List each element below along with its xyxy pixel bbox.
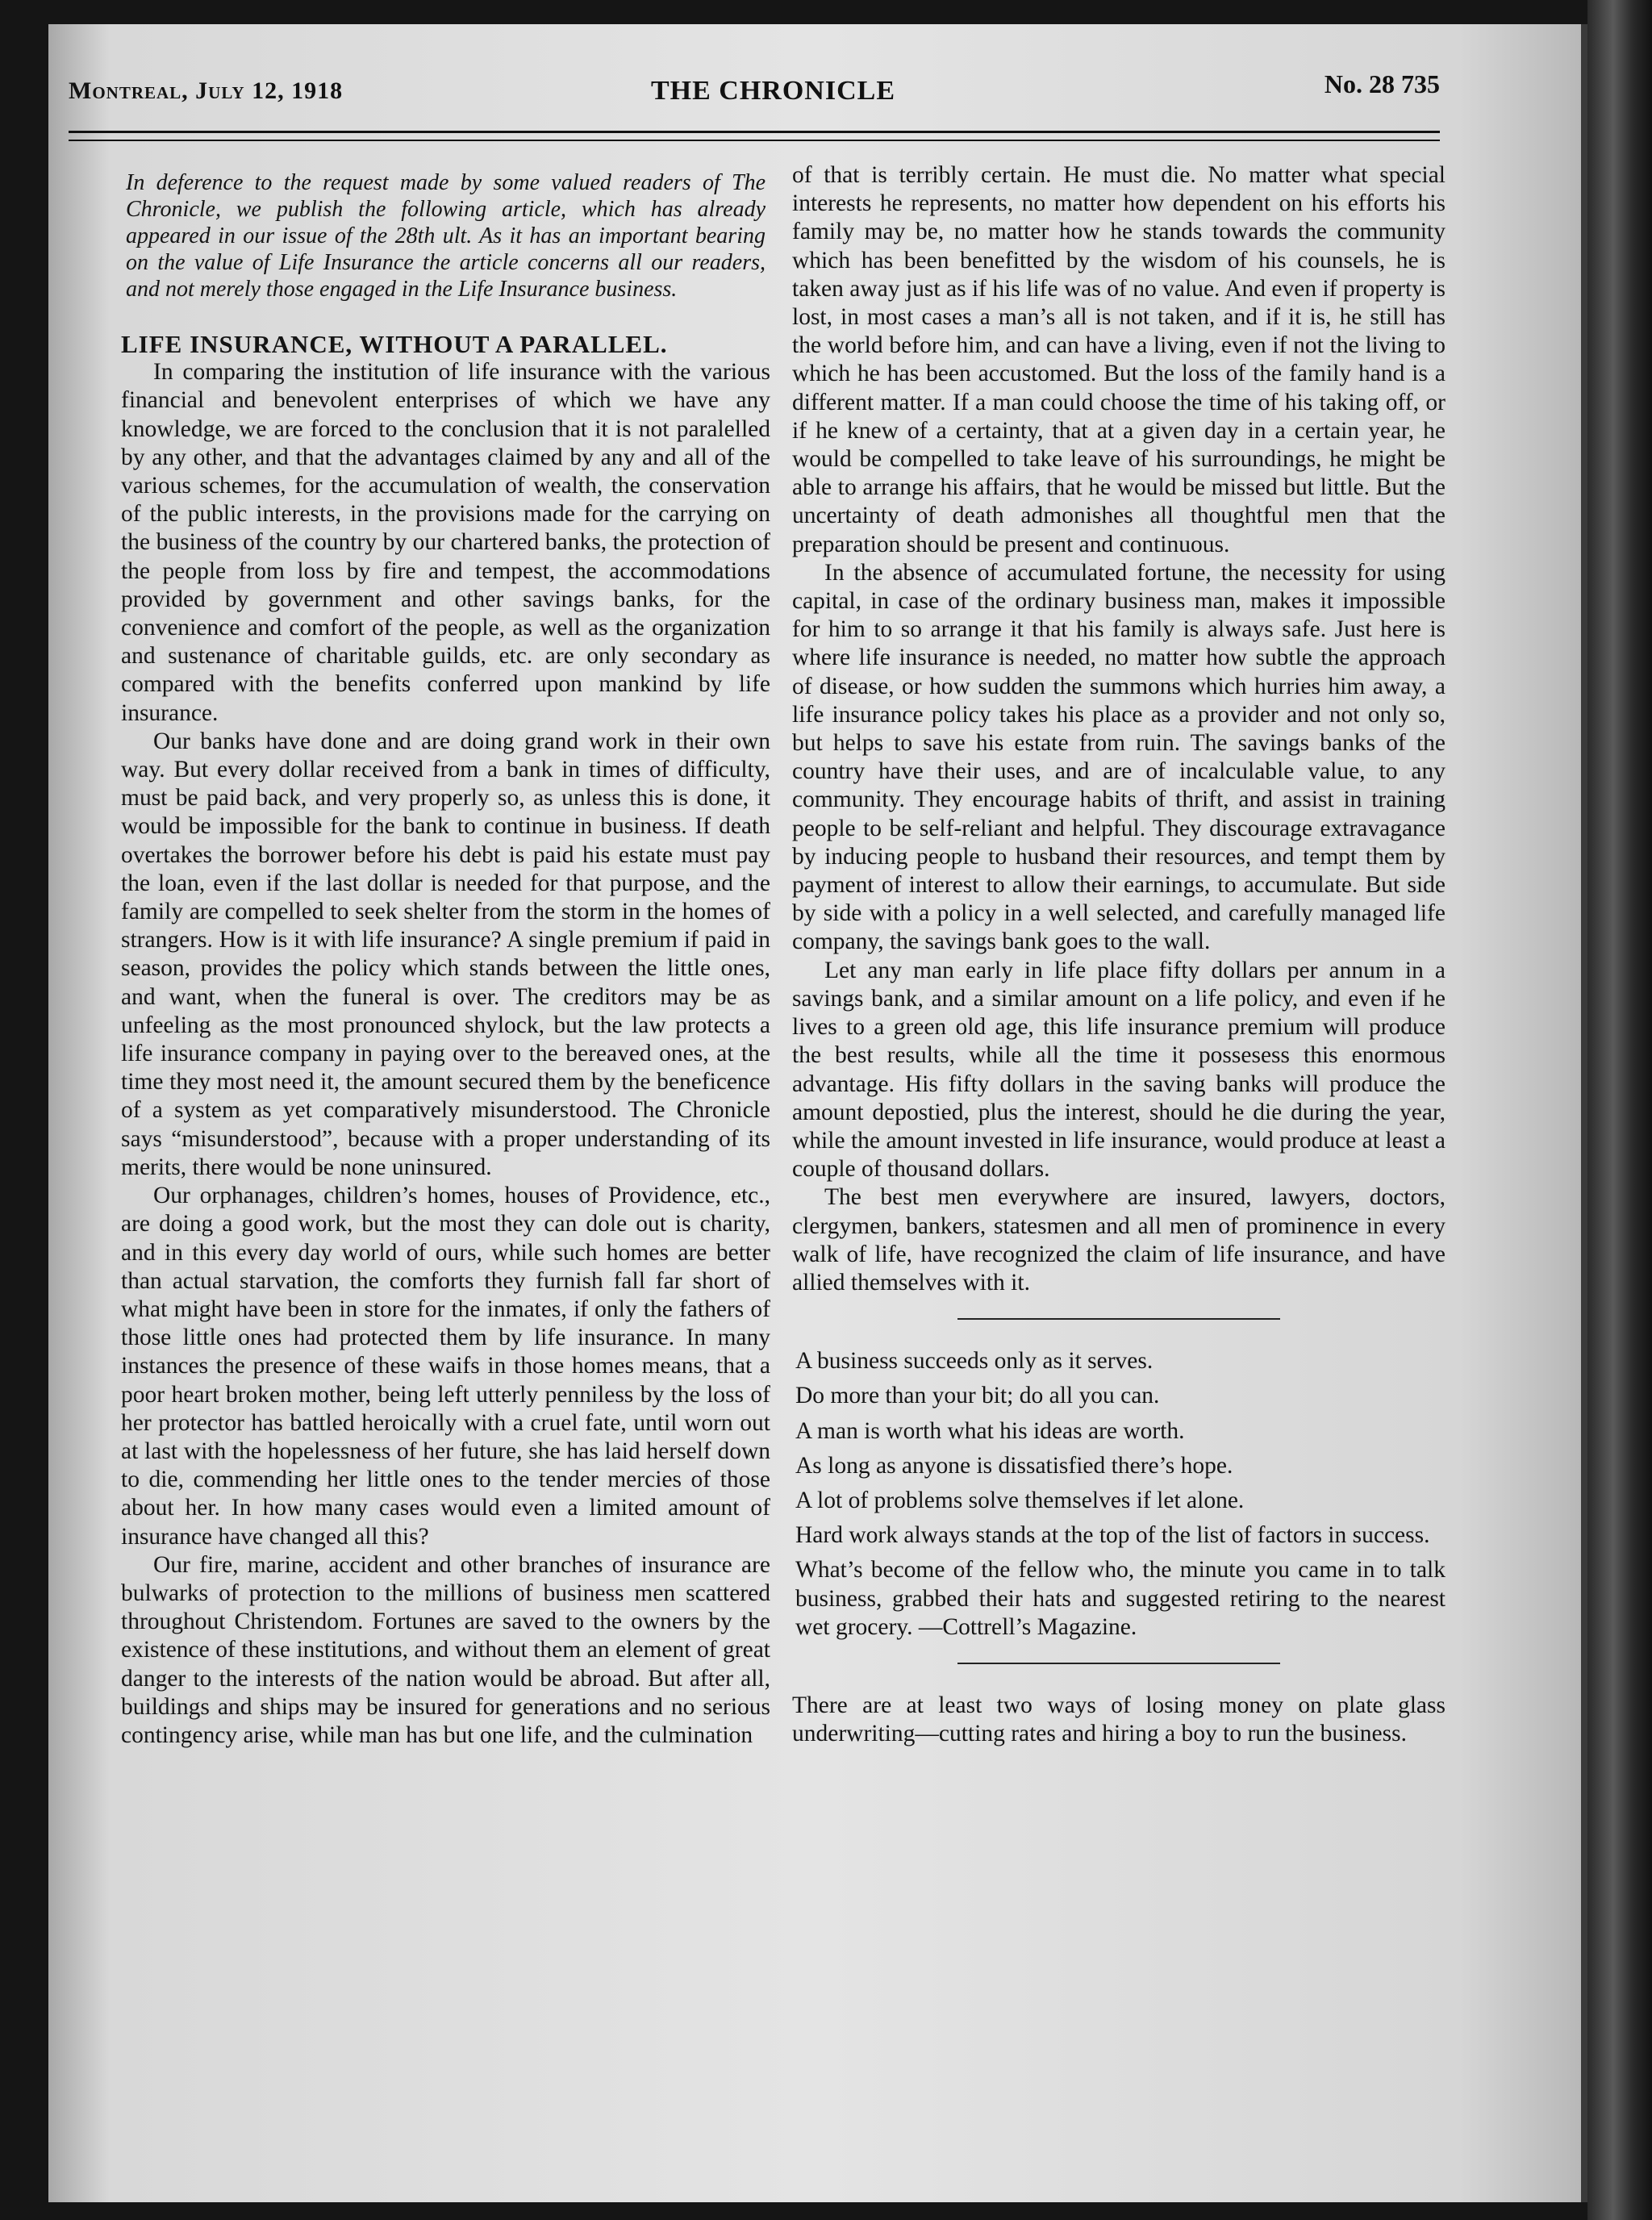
header-dateline: Montreal, July 12, 1918 xyxy=(69,77,344,104)
editor-note: In deference to the request made by some valued readers of The Chronicle, we publish the following article, which has already appeared in our issue of the 28th ult. As it has an important bearing on the value of Life Insurance the article concerns all our readers, and not merely those engaged in the Life Insurance business. xyxy=(126,170,766,302)
saying: Hard work always stands at the top of the list of factors in success. xyxy=(795,1522,1430,1549)
sayings-list xyxy=(792,1347,1446,1642)
article-headline: LIFE INSURANCE, WITHOUT A PARALLEL. xyxy=(121,330,668,358)
article-paragraph: The best men everywhere are insured, lawyers, doctors, clergymen, bankers, statesmen and all men of prominence in every walk of life, have recognized the claim of life insurance, and have allied themselves with it. xyxy=(792,1184,1446,1296)
saying: Do more than your bit; do all you can. xyxy=(795,1383,1160,1409)
header-rule xyxy=(69,131,1440,141)
saying: A man is worth what his ideas are worth. xyxy=(795,1417,1185,1444)
article-paragraph: of that is terribly certain. He must die. No matter what special interests he represents, no matter how dependent on his efforts his family may be, no matter how he stands towards the community which has been benefitted by the wisdom of his counsels, he is taken away just as if his life was of no value. And even if property is lost, in most cases a man’s all is not taken, and if it is, he still has the world before him, and can have a living, even if not the living to which he has been accustomed. But the loss of the family hand is a different matter. If a man could choose the time of his taking off, or if he knew of a certainty, that at a given day in a certain year, he would be compelled to take leave of his surroundings, he might be able to arrange his affairs, that he would be missed but little. But the uncertainty of death admonishes all thoughtful men that the preparation should be present and continuous. xyxy=(792,162,1446,557)
article-paragraph: In the absence of accumulated fortune, the necessity for using capital, in case of the ordinary business man, makes it impossible for him to so arrange it that his family is always safe. Just here is where life insurance is needed, no matter how subtle the approach of disease, or how sudden the summons which hurries him away, a life insurance policy takes his place as a provider and not only so, but helps to save his estate from ruin. The savings banks of the country have their uses, and are of incalculable value, to any community. They encourage habits of thrift, and assist in training people to be self-reliant and helpful. They discourage extravagance by inducing people to husband their resources, and tempt them by payment of interest to allow their earnings, to accumulate. But side by side with a policy in a well selected, and carefully managed life company, the savings bank goes to the wall. xyxy=(792,559,1446,955)
article-paragraph: Our banks have done and are doing grand work in their own way. But every dollar received from a bank in times of difficulty, must be paid back, and very properly so, as unless this is done, it would be impossible for the bank to continue in business. If death overtakes the borrower before his debt is paid his estate must pay the loan, even if the last dollar is needed for that purpose, and the family are compelled to seek shelter from the storm in the homes of strangers. How is it with life insurance? A single premium if paid in season, provides the policy which stands between the little ones, and want, when the funeral is over. The creditors may be as unfeeling as the most pronounced shylock, but the law protects a life insurance company in paying over to the bereaved ones, at the time they most need it, the amount secured them by the beneficence of a system as yet comparatively misunderstood. The Chronicle says “misunderstood”, because with a proper understanding of its merits, there would be none uninsured. xyxy=(121,728,770,1180)
right-column xyxy=(792,161,1446,1748)
closing-note: There are at least two ways of losing money on plate glass underwriting—cutting rates and hiring a boy to run the business. xyxy=(792,1692,1446,1747)
running-header xyxy=(69,63,1440,119)
section-divider xyxy=(957,1663,1280,1664)
page-number: No. 28 735 xyxy=(1324,69,1440,98)
left-column xyxy=(121,161,770,1750)
publication-title: THE CHRONICLE xyxy=(651,76,895,106)
article-paragraph: Our fire, marine, accident and other branches of insurance are bulwarks of protection to the millions of business men scattered throughout Christendom. Fortunes are saved to the owners by the existence of these institutions, and without them an element of great danger to the interests of the nation would be abroad. But after all, buildings and ships may be insured for generations and no serious contingency arise, while man has but one life, and the culmination xyxy=(121,1551,770,1748)
article-paragraph: Our orphanages, children’s homes, houses of Providence, etc., are doing a good work, but the most they can dole out is charity, and in this every day world of ours, while such homes are better than actual starvation, the comforts they furnish fall far short of what might have been in store for the inmates, if only the fathers of those little ones had protected them by life insurance. In many instances the presence of these waifs in those homes means, that a poor heart broken mother, being left utterly penniless by the loss of her protector has battled heroically with a cruel fate, until worn out at last with the hopelessness of her future, she has laid herself down to die, commending her little ones to the tender mercies of those about her. In how many cases would even a limited amount of insurance have changed all this? xyxy=(121,1183,770,1550)
section-divider xyxy=(957,1318,1280,1320)
book-edge xyxy=(1587,0,1652,2220)
article-paragraph: Let any man early in life place fifty dollars per annum in a savings bank, and a similar amount on a life policy, and even if he lives to a green old age, this life insurance premium will produce the best results, while all the time it possesess this enormous advantage. His fifty dollars in the saving banks will produce the amount depostied, plus the interest, should he die during the year, while the amount invested in life insurance, would produce at least a couple of thousand dollars. xyxy=(792,957,1446,1183)
saying: A business succeeds only as it serves. xyxy=(795,1348,1153,1375)
saying: What’s become of the fellow who, the minute you came in to talk business, grabbed their hats and suggested retiring to the nearest wet grocery. —Cottrell’s Magazine. xyxy=(795,1557,1446,1640)
saying: A lot of problems solve themselves if let alone. xyxy=(795,1487,1245,1513)
article-paragraph: In comparing the institution of life insurance with the various financial and benevolent enterprises of which we have any knowledge, we are forced to the conclusion that it is not paralelled by any other, and that the advantages claimed by any and all of the various schemes, for the accumulation of wealth, the conservation of the public interests, in the provisions made for the carrying on the business of the country by our chartered banks, the protection of the people from loss by fire and tempest, the accommodations provided by government and other savings banks, for the convenience and comfort of the people, as well as the organization and sustenance of charitable guilds, etc. are only secondary as compared with the benefits conferred upon mankind by life insurance. xyxy=(121,359,770,726)
saying: As long as anyone is dissatisfied there’s hope. xyxy=(795,1452,1233,1479)
